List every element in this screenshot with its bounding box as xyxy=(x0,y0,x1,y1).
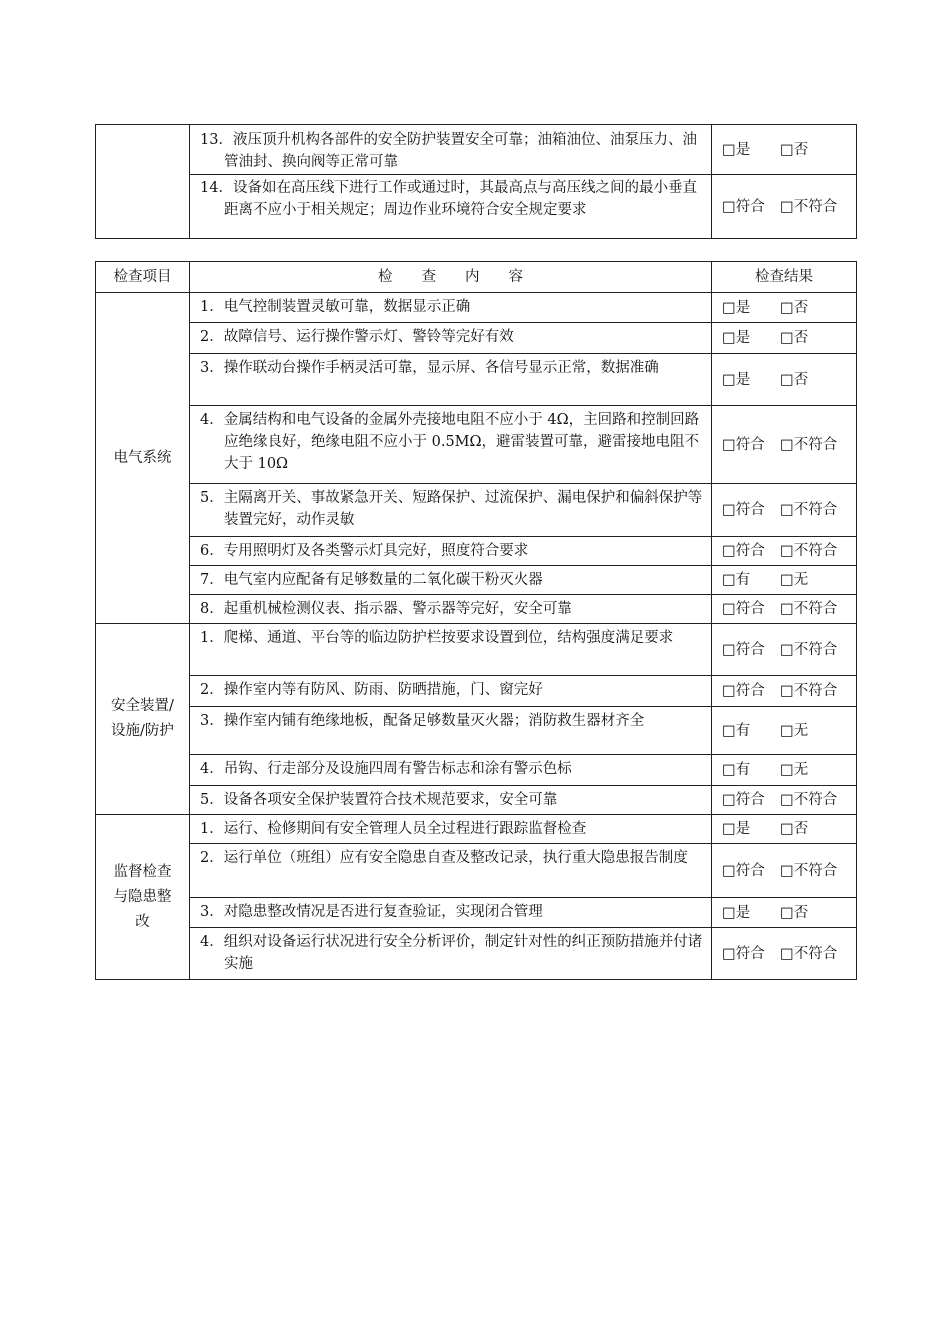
check-content-cell xyxy=(190,484,712,537)
item-text: 组织对设备运行状况进行安全分析评价，制定针对性的纠正预防措施并付诸实施 xyxy=(223,934,703,972)
option-checkbox[interactable]: □符合 xyxy=(722,945,765,962)
item-number: 6． xyxy=(200,543,224,559)
option-checkbox[interactable]: □是 xyxy=(722,904,751,921)
item-text: 爬梯、通道、平台等的临边防护栏按要求设置到位，结构强度满足要求 xyxy=(223,630,674,646)
table-row xyxy=(96,707,857,755)
check-content-cell xyxy=(190,844,712,898)
check-result-cell xyxy=(712,755,857,786)
check-result-cell xyxy=(712,786,857,815)
item-text: 设备各项安全保护装置符合技术规范要求，安全可靠 xyxy=(223,792,558,808)
option-checkbox[interactable]: □否 xyxy=(780,821,809,837)
item-text: 操作室内铺有绝缘地板，配备足够数量灭火器；消防救生器材齐全 xyxy=(223,713,645,729)
check-result-cell xyxy=(712,566,857,595)
table-row xyxy=(96,815,857,844)
check-content-cell xyxy=(190,595,712,624)
table-row xyxy=(96,898,857,928)
check-result-cell xyxy=(712,293,857,323)
check-result-cell xyxy=(712,537,857,566)
option-checkbox[interactable]: □无 xyxy=(780,572,809,588)
option-checkbox[interactable]: □符合 xyxy=(722,862,765,879)
option-checkbox[interactable]: □符合 xyxy=(722,792,765,808)
item-number: 8． xyxy=(200,601,224,617)
check-content-cell xyxy=(190,815,712,844)
option-checkbox[interactable]: □不符合 xyxy=(780,543,838,559)
table-row xyxy=(96,354,857,406)
check-content-cell xyxy=(190,354,712,406)
option-checkbox[interactable]: □不符合 xyxy=(780,198,838,215)
check-content-cell xyxy=(190,755,712,786)
header-item: 检查项目 xyxy=(96,262,190,293)
check-result-cell xyxy=(712,928,857,980)
table-row xyxy=(96,175,857,239)
check-content-cell xyxy=(190,786,712,815)
option-checkbox[interactable]: □不符合 xyxy=(780,945,838,962)
category-label: 监督检查与隐患整改 xyxy=(113,863,172,930)
check-result-cell xyxy=(712,354,857,406)
item-number: 1． xyxy=(200,821,224,837)
table-header-row xyxy=(96,262,857,293)
option-checkbox[interactable]: □有 xyxy=(722,762,751,778)
option-checkbox[interactable]: □符合 xyxy=(722,601,765,617)
item-number: 2． xyxy=(200,682,224,698)
option-checkbox[interactable]: □是 xyxy=(722,299,751,316)
check-content-cell xyxy=(190,323,712,354)
option-checkbox[interactable]: □符合 xyxy=(722,683,765,699)
option-checkbox[interactable]: □有 xyxy=(722,572,751,588)
category-cell xyxy=(96,815,190,980)
item-number: 4． xyxy=(200,934,224,950)
item-number: 3． xyxy=(200,713,224,729)
check-content-cell xyxy=(190,676,712,707)
option-checkbox[interactable]: □是 xyxy=(722,371,751,388)
item-text: 吊钩、行走部分及设施四周有警告标志和涂有警示色标 xyxy=(223,761,572,777)
inspection-table xyxy=(95,261,857,980)
option-checkbox[interactable]: □符合 xyxy=(722,641,765,658)
check-content-cell: 14．设备如在高压线下进行工作或通过时，其最高点与高压线之间的最小垂直距离不应小于相关规定；周边作业环境符合安全规定要求 xyxy=(190,175,712,239)
check-result-cell xyxy=(712,844,857,898)
check-result-cell xyxy=(712,676,857,707)
check-result-cell xyxy=(712,484,857,537)
header-content: 检 查 内 容 xyxy=(190,262,712,293)
table-row xyxy=(96,595,857,624)
table-row xyxy=(96,566,857,595)
option-checkbox[interactable]: □不符合 xyxy=(780,436,838,453)
option-checkbox[interactable]: □无 xyxy=(780,762,809,778)
check-result-cell xyxy=(712,175,857,239)
item-number: 3． xyxy=(200,904,224,920)
item-text: 运行单位（班组）应有安全隐患自查及整改记录，执行重大隐患报告制度 xyxy=(223,850,688,866)
check-content-cell xyxy=(190,928,712,980)
check-content-cell xyxy=(190,624,712,676)
table-row xyxy=(96,406,857,484)
item-number: 1． xyxy=(200,630,224,646)
item-number: 5． xyxy=(200,490,224,506)
item-number: 7． xyxy=(200,572,224,588)
option-checkbox[interactable]: □是 xyxy=(722,141,751,158)
continuation-table xyxy=(95,124,857,239)
item-number: 3． xyxy=(200,360,224,376)
check-content-cell xyxy=(190,293,712,323)
option-checkbox[interactable]: □符合 xyxy=(722,198,765,215)
category-cell xyxy=(96,624,190,815)
item-text: 操作联动台操作手柄灵活可靠，显示屏、各信号显示正常，数据准确 xyxy=(223,360,659,376)
table-row xyxy=(96,844,857,898)
table-row xyxy=(96,786,857,815)
item-number: 5． xyxy=(200,792,224,808)
option-checkbox[interactable]: □不符合 xyxy=(780,601,838,617)
header-result: 检查结果 xyxy=(712,262,857,293)
option-checkbox[interactable]: □否 xyxy=(780,371,809,388)
item-number: 2． xyxy=(200,329,224,345)
option-checkbox[interactable]: □是 xyxy=(722,821,751,837)
option-checkbox[interactable]: □否 xyxy=(780,330,809,346)
check-content-cell xyxy=(190,898,712,928)
item-text: 电气室内应配备有足够数量的二氧化碳干粉灭火器 xyxy=(223,572,543,588)
option-checkbox[interactable]: □不符合 xyxy=(780,792,838,808)
check-result-cell xyxy=(712,125,857,175)
table-row xyxy=(96,323,857,354)
item-text: 运行、检修期间有安全管理人员全过程进行跟踪监督检查 xyxy=(223,821,587,837)
table-row xyxy=(96,928,857,980)
item-number: 4． xyxy=(200,412,224,428)
item-text: 主隔离开关、事故紧急开关、短路保护、过流保护、漏电保护和偏斜保护等装置完好，动作灵敏 xyxy=(223,490,703,528)
table-row xyxy=(96,537,857,566)
table-row xyxy=(96,484,857,537)
check-result-cell xyxy=(712,707,857,755)
check-content-cell xyxy=(190,537,712,566)
table-row xyxy=(96,676,857,707)
item-text: 金属结构和电气设备的金属外壳接地电阻不应小于 4Ω，主回路和控制回路应绝缘良好，绝缘电阻不应小于 0.5MΩ，避雷装置可靠，避雷接地电阻不大于 10Ω xyxy=(223,412,700,472)
option-checkbox[interactable]: □是 xyxy=(722,330,751,346)
item-text: 操作室内等有防风、防雨、防晒措施，门、窗完好 xyxy=(223,682,543,698)
option-checkbox[interactable]: □符合 xyxy=(722,436,765,453)
category-label: 电气系统 xyxy=(113,449,172,466)
option-checkbox[interactable]: □否 xyxy=(780,141,809,158)
check-result-cell xyxy=(712,323,857,354)
option-checkbox[interactable]: □否 xyxy=(780,904,809,921)
table-row xyxy=(96,293,857,323)
option-checkbox[interactable]: □否 xyxy=(780,299,809,316)
table-row xyxy=(96,125,857,175)
item-text: 电气控制装置灵敏可靠，数据显示正确 xyxy=(223,299,471,315)
item-number: 2． xyxy=(200,850,224,866)
check-result-cell xyxy=(712,595,857,624)
option-checkbox[interactable]: □不符合 xyxy=(780,862,838,879)
option-checkbox[interactable]: □符合 xyxy=(722,502,765,518)
empty-category-cell xyxy=(96,125,190,239)
option-checkbox[interactable]: □有 xyxy=(722,722,751,739)
check-result-cell xyxy=(712,624,857,676)
option-checkbox[interactable]: □不符合 xyxy=(780,641,838,658)
option-checkbox[interactable]: □无 xyxy=(780,722,809,739)
item-text: 专用照明灯及各类警示灯具完好，照度符合要求 xyxy=(223,543,529,559)
option-checkbox[interactable]: □不符合 xyxy=(780,683,838,699)
category-label: 安全装置/设施/防护 xyxy=(111,698,174,739)
check-result-cell xyxy=(712,815,857,844)
option-checkbox[interactable]: □符合 xyxy=(722,543,765,559)
category-cell xyxy=(96,293,190,624)
check-result-cell xyxy=(712,406,857,484)
item-text: 对隐患整改情况是否进行复查验证，实现闭合管理 xyxy=(223,904,543,920)
check-content-cell xyxy=(190,406,712,484)
check-result-cell xyxy=(712,898,857,928)
check-content-cell xyxy=(190,707,712,755)
check-content-cell: 13．液压顶升机构各部件的安全防护装置安全可靠；油箱油位、油泵压力、油管油封、换向阀等正常可靠 xyxy=(190,125,712,175)
table-row xyxy=(96,755,857,786)
item-number: 4． xyxy=(200,761,224,777)
check-content-cell xyxy=(190,566,712,595)
item-number: 1． xyxy=(200,299,224,315)
table-row xyxy=(96,624,857,676)
item-text: 故障信号、运行操作警示灯、警铃等完好有效 xyxy=(223,329,514,345)
item-text: 起重机械检测仪表、指示器、警示器等完好，安全可靠 xyxy=(223,601,572,617)
option-checkbox[interactable]: □不符合 xyxy=(780,502,838,518)
